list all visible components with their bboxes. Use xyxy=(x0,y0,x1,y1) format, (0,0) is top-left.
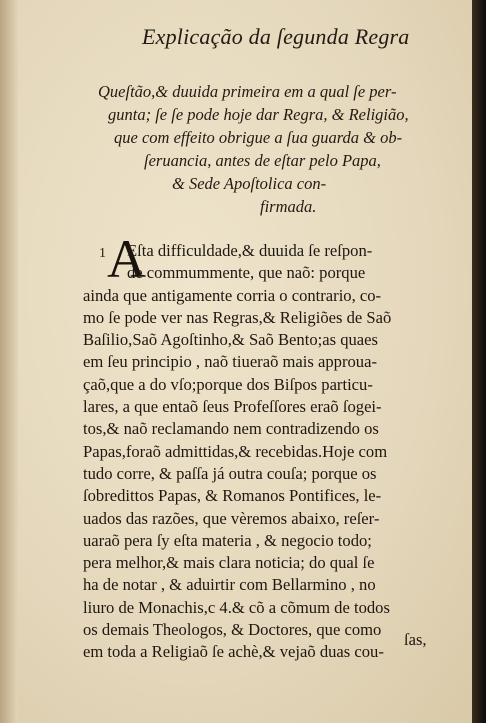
body-line: de commummente, que naõ: porque xyxy=(127,263,366,283)
body-line: mo ſe pode ver nas Regras,& Religiões de Saõ xyxy=(83,307,392,327)
body-line: em toda a Religiaõ ſe achè,& vejaõ duas cou- xyxy=(83,642,384,662)
body-line: tos,& naõ reclamando nem contradizendo os xyxy=(83,419,379,439)
page-gutter xyxy=(0,0,18,723)
body-line: liuro de Monachis,c 4.& cõ a cõmum de todos xyxy=(83,597,390,617)
catchword: ſas, xyxy=(404,630,427,649)
question-line: firmada. xyxy=(260,197,317,216)
question-line: & Sede Apoſtolica con- xyxy=(172,174,327,193)
body-line: Baſilio,Saõ Agoſtinho,& Saõ Bento;as quaes xyxy=(83,330,378,350)
body-line: Eſta difficuldade,& duuida ſe reſpon- xyxy=(127,241,373,260)
question-line: gunta; ſe ſe pode hoje dar Regra, & Religião, xyxy=(108,105,409,124)
question-heading xyxy=(60,80,440,218)
running-head: Explicação da ſegunda Regra xyxy=(142,24,410,49)
facing-page-edge xyxy=(472,0,486,723)
paragraph-number: 1 xyxy=(99,246,106,261)
body-line: lares, a que entaõ ſeus Profeſſores eraõ ſogei- xyxy=(83,397,382,417)
drop-cap: A xyxy=(107,229,146,289)
body-line: pera melhor,& mais clara noticia; do qual ſe xyxy=(83,553,375,573)
body-line: em ſeu principio , naõ tiueraõ mais approua- xyxy=(83,352,377,372)
body-line: tudo corre, & paſſa já outra couſa; porque os xyxy=(83,463,377,483)
body-line: ha de notar , & aduirtir com Bellarmino , no xyxy=(83,575,376,595)
body-line: uaraõ pera ſy eſta materia , & negocio todo; xyxy=(83,530,372,550)
question-line: que com effeito obrigue a ſua guarda & ob- xyxy=(114,128,403,147)
body-text xyxy=(83,240,443,664)
question-line: ſeruancia, antes de eſtar pelo Papa, xyxy=(144,151,381,170)
body-line: os demais Theologos, & Doctores, que como xyxy=(83,620,382,640)
question-line: Queſtão,& duuida primeira em a qual ſe per- xyxy=(98,82,397,101)
body-line: ſobredittos Papas, & Romanos Pontifices, le- xyxy=(83,486,382,506)
body-line: uados das razões, que vèremos abaixo, reſer- xyxy=(83,508,380,528)
body-line: ainda que antigamente corria o contrario, co- xyxy=(83,285,382,305)
body-line: çaõ,que a do vſo;porque dos Biſpos particu- xyxy=(83,374,373,394)
body-line: Papas,foraõ admittidas,& recebidas.Hoje com xyxy=(83,441,388,461)
